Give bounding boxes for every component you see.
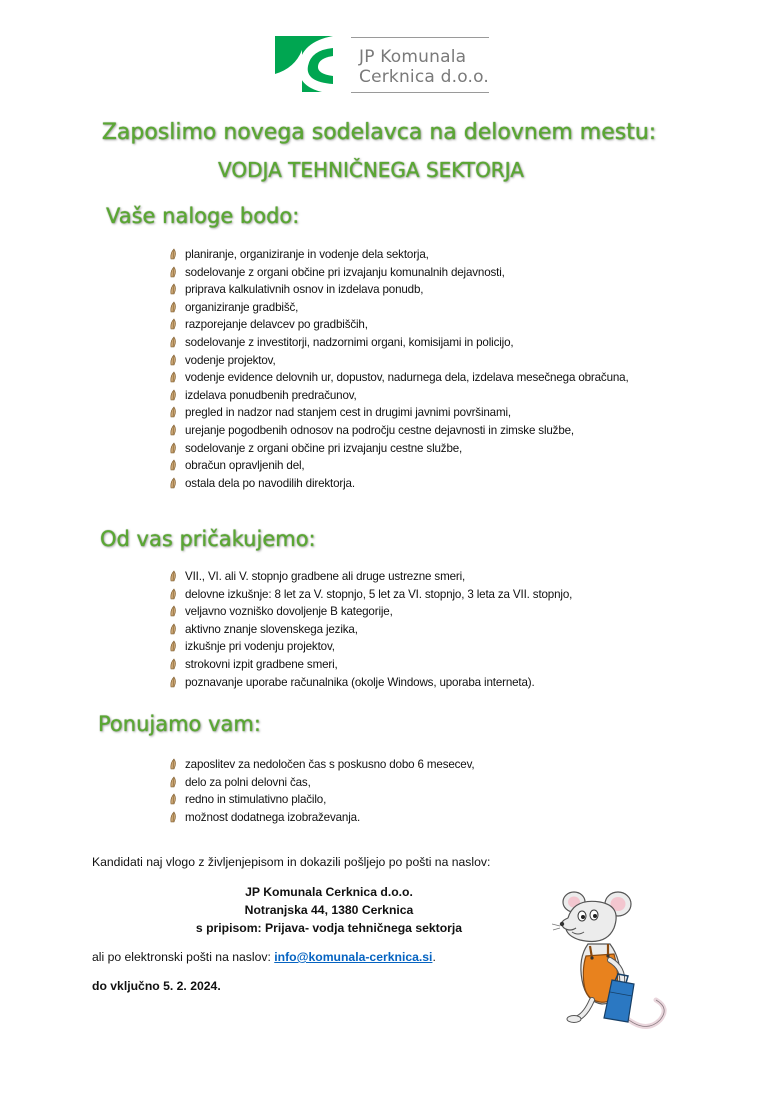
logo-name-line2: Cerknica d.o.o.: [359, 67, 490, 87]
application-intro: Kandidati naj vlogo z življenjepisom in dokazili pošljejo po pošti na naslov:: [92, 855, 491, 869]
leaf-bullet-icon: [170, 354, 178, 366]
list-item-text: poznavanje uporabe računalnika (okolje Windows, uporaba interneta).: [185, 675, 535, 689]
list-item: [170, 440, 629, 458]
list-item: [170, 264, 629, 282]
list-item-text: sodelovanje z organi občine pri izvajanju cestne službe,: [185, 441, 463, 455]
address-street: Notranjska 44, 1380 Cerknica: [244, 903, 414, 917]
leaf-bullet-icon: [170, 283, 178, 295]
address-note: s pripisom: Prijava- vodja tehničnega sektorja: [195, 921, 463, 935]
leaf-bullet-icon: [170, 570, 178, 582]
email-line: [92, 950, 436, 964]
leaf-bullet-icon: [170, 588, 178, 600]
list-item-text: delovne izkušnje: 8 let za V. stopnjo, 5 let za VI. stopnjo, 3 leta za VII. stopnjo,: [185, 587, 573, 601]
list-item: [170, 404, 629, 422]
leaf-bullet-icon: [170, 442, 178, 454]
leaf-bullet-icon: [170, 301, 178, 313]
list-item: [170, 316, 629, 334]
list-item-text: izdelava ponudbenih predračunov,: [185, 388, 357, 402]
list-item: [170, 475, 629, 493]
leaf-bullet-icon: [170, 793, 178, 805]
tasks-list: [170, 246, 629, 492]
list-item-text: vodenje projektov,: [185, 353, 276, 367]
leaf-bullet-icon: [170, 318, 178, 330]
leaf-bullet-icon: [170, 459, 178, 471]
list-item-text: urejanje pogodbenih odnosov na področju cestne dejavnosti in zimske službe,: [185, 423, 574, 437]
logo-text: [359, 47, 489, 87]
list-item-text: priprava kalkulativnih osnov in izdelava ponudb,: [185, 283, 424, 297]
list-item: [170, 656, 572, 674]
leaf-bullet-icon: [170, 676, 178, 688]
list-item-text: pregled in nadzor nad stanjem cest in drugimi javnimi površinami,: [185, 406, 511, 420]
list-item-text: obračun opravljenih del,: [185, 459, 305, 473]
list-item: [170, 586, 572, 604]
postal-address: [90, 883, 568, 937]
list-item: [170, 603, 572, 621]
leaf-bullet-icon: [170, 605, 178, 617]
list-item: [170, 246, 629, 264]
leaf-bullet-icon: [170, 266, 178, 278]
list-item-text: veljavno vozniško dovoljenje B kategorije,: [185, 605, 393, 619]
list-item-text: redno in stimulativno plačilo,: [185, 793, 327, 807]
leaf-bullet-icon: [170, 758, 178, 770]
leaf-bullet-icon: [170, 406, 178, 418]
list-item: [170, 809, 474, 827]
list-item: [170, 457, 629, 475]
list-item-text: sodelovanje z organi občine pri izvajanju komunalnih dejavnosti,: [185, 265, 505, 279]
list-item-text: delo za polni delovni čas,: [185, 775, 311, 789]
list-item: [170, 791, 474, 809]
leaf-bullet-icon: [170, 640, 178, 652]
list-item: [170, 387, 629, 405]
list-item-text: izkušnje pri vodenju projektov,: [185, 640, 335, 654]
list-item-text: ostala dela po navodilih direktorja.: [185, 476, 355, 490]
mouse-worker-icon: [552, 888, 670, 1036]
leaf-bullet-icon: [170, 424, 178, 436]
list-item: [170, 352, 629, 370]
list-item: [170, 281, 629, 299]
logo-bottom-rule: [351, 92, 489, 93]
list-item: [170, 369, 629, 387]
list-item-text: razporejanje delavcev po gradbiščih,: [185, 318, 368, 332]
list-item: [170, 422, 629, 440]
list-item-text: strokovni izpit gradbene smeri,: [185, 657, 338, 671]
list-item-text: možnost dodatnega izobraževanja.: [185, 810, 361, 824]
list-item: [170, 334, 629, 352]
leaf-bullet-icon: [170, 389, 178, 401]
list-item: [170, 299, 629, 317]
list-item-text: VII., VI. ali V. stopnjo gradbene ali druge ustrezne smeri,: [185, 570, 466, 583]
address-company: JP Komunala Cerknica d.o.o.: [245, 885, 413, 899]
leaf-bullet-icon: [170, 336, 178, 348]
list-item: [170, 568, 572, 586]
list-item: [170, 774, 474, 792]
list-item-text: aktivno znanje slovenskega jezika,: [185, 622, 358, 636]
komunala-logo-icon: [275, 36, 333, 92]
requirements-title: Od vas pričakujemo:: [100, 527, 316, 551]
email-prefix: ali po elektronski pošti na naslov:: [92, 950, 275, 964]
headline-line1: Zaposlimo novega sodelavca na delovnem mestu:: [101, 120, 657, 145]
deadline: do vključno 5. 2. 2024.: [92, 979, 221, 993]
email-link[interactable]: info@komunala-cerknica.si: [274, 950, 433, 964]
offer-title: Ponujamo vam:: [98, 712, 261, 736]
list-item-text: organiziranje gradbišč,: [185, 300, 299, 314]
list-item: [170, 674, 572, 692]
email-suffix: .: [432, 950, 436, 964]
logo-name-line1: JP Komunala: [359, 47, 467, 67]
leaf-bullet-icon: [170, 623, 178, 635]
leaf-bullet-icon: [170, 776, 178, 788]
list-item: [170, 756, 474, 774]
offer-list: [170, 756, 474, 826]
list-item-text: vodenje evidence delovnih ur, dopustov, nadurnega dela, izdelava mesečnega obračuna,: [185, 371, 629, 385]
leaf-bullet-icon: [170, 248, 178, 260]
leaf-bullet-icon: [170, 371, 178, 383]
leaf-bullet-icon: [170, 477, 178, 489]
list-item: [170, 621, 572, 639]
company-logo: [275, 36, 490, 96]
list-item-text: zaposlitev za nedoločen čas s poskusno dobo 6 mesecev,: [185, 758, 475, 771]
leaf-bullet-icon: [170, 658, 178, 670]
requirements-list: [170, 568, 572, 691]
tasks-title: Vaše naloge bodo:: [106, 204, 300, 228]
headline-job-title: VODJA TEHNIČNEGA SEKTORJA: [218, 158, 524, 182]
list-item: [170, 638, 572, 656]
leaf-bullet-icon: [170, 811, 178, 823]
list-item-text: planiranje, organiziranje in vodenje dela sektorja,: [185, 248, 429, 261]
logo-top-rule: [351, 37, 489, 38]
list-item-text: sodelovanje z investitorji, nadzornimi organi, komisijami in policijo,: [185, 335, 514, 349]
